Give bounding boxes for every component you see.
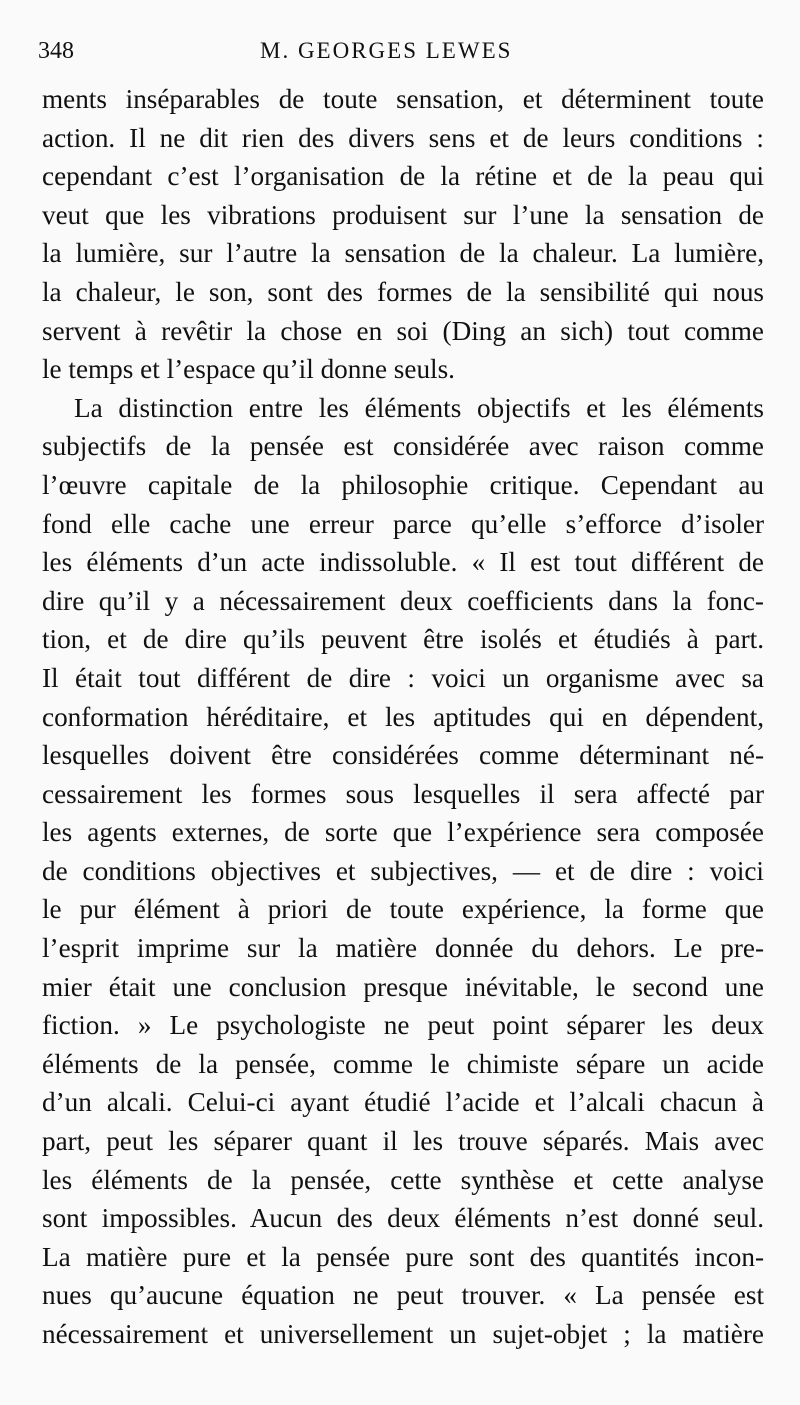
text-line: la lumière, sur l’autre la sensation de la chaleur. La lumière, — [42, 238, 764, 269]
page-header — [38, 38, 758, 72]
text-line: les agents externes, de sorte que l’expérience sera composée — [42, 817, 764, 848]
text-line: les éléments de la pensée, cette synthèse et cette analyse — [42, 1164, 764, 1195]
text-line: dire qu’il y a nécessairement deux coefficients dans la fonc- — [42, 585, 764, 616]
text-line: cependant c’est l’organisation de la rétine et de la peau qui — [42, 161, 764, 192]
text-line: fiction. » Le psychologiste ne peut point séparer les deux — [42, 1010, 764, 1041]
text-line: éléments de la pensée, comme le chimiste sépare un acide — [42, 1048, 764, 1079]
text-line: cessairement les formes sous lesquelles il sera affecté par — [42, 778, 764, 809]
text-line: le temps et l’espace qu’il donne seuls. — [42, 354, 455, 385]
text-line: part, peut les séparer quant il les trouve séparés. Mais avec — [42, 1126, 764, 1157]
text-line: sont impossibles. Aucun des deux éléments n’est donné seul. — [42, 1203, 764, 1234]
text-line: tion, et de dire qu’ils peuvent être isolés et étudiés à part. — [42, 624, 764, 655]
text-line: nues qu’aucune équation ne peut trouver. « La pensée est — [42, 1280, 764, 1311]
text-line: nécessairement et universellement un sujet-objet ; la matière — [42, 1319, 764, 1349]
text-line: l’esprit imprime sur la matière donnée du dehors. Le pre- — [42, 933, 764, 964]
text-line: le pur élément à priori de toute expérience, la forme que — [42, 894, 764, 925]
running-title: M. GEORGES LEWES — [260, 38, 513, 63]
text-line: d’un alcali. Celui-ci ayant étudié l’acide et l’alcali chacun à — [42, 1087, 764, 1118]
page-number: 348 — [38, 38, 74, 64]
body-text — [42, 80, 764, 1354]
paragraph — [42, 80, 764, 389]
text-line: de conditions objectives et subjectives, — et de dire : voici — [42, 855, 764, 886]
text-line: action. Il ne dit rien des divers sens et de leurs conditions : — [42, 122, 764, 153]
text-line: subjectifs de la pensée est considérée avec raison comme — [42, 431, 764, 462]
text-line: Il était tout différent de dire : voici un organisme avec sa — [42, 662, 764, 693]
text-line: ments inséparables de toute sensation, et déterminent toute — [42, 84, 764, 114]
text-line: La matière pure et la pensée pure sont des quantités incon- — [42, 1241, 764, 1272]
text-line: les éléments d’un acte indissoluble. « Il est tout différent de — [42, 547, 764, 578]
text-line: fond elle cache une erreur parce qu’elle s’efforce d’isoler — [42, 508, 764, 539]
text-line: veut que les vibrations produisent sur l’une la sensation de — [42, 199, 764, 230]
paragraph — [42, 389, 764, 1354]
text-line: lesquelles doivent être considérées comme déterminant né- — [42, 740, 764, 771]
text-line: mier était une conclusion presque inévitable, le second une — [42, 971, 764, 1002]
text-line: la chaleur, le son, sont des formes de la sensibilité qui nous — [42, 276, 764, 307]
text-line: conformation héréditaire, et les aptitudes qui en dépendent, — [42, 701, 764, 732]
text-line: La distinction entre les éléments objectifs et les éléments — [74, 392, 764, 423]
text-line: servent à revêtir la chose en soi (Ding an sich) tout comme — [42, 315, 764, 346]
text-line: l’œuvre capitale de la philosophie critique. Cependant au — [42, 469, 764, 500]
